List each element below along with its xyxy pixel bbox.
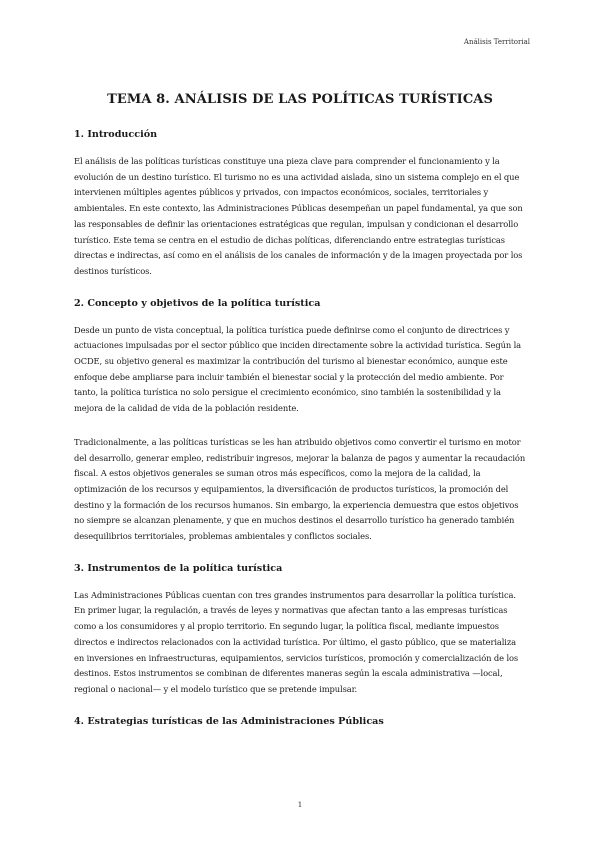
section-heading: 4. Estrategias turísticas de las Administraciones Públicas xyxy=(74,715,384,727)
section-heading: 3. Instrumentos de la política turística xyxy=(74,562,283,574)
paragraph: Tradicionalmente, a las políticas turísticas se les han atribuido objetivos como convertir el turismo en motor del desarrollo, generar empleo, redistribuir ingresos, mejorar la balanza de pagos y aumentar la recaudación fiscal. A estos objetivos generales se suman otros más específicos, como la mejora de la calidad, la optimización de los recursos y equipamientos, la diversificación de productos turísticos, la promoción del destino y la formación de los recursos humanos. Sin embargo, la experiencia demuestra que estos objetivos no siempre se alcanzan plenamente, y que en muchos destinos el desarrollo turístico ha generado también desequilibrios territoriales, problemas ambientales y conflictos sociales. xyxy=(74,436,526,542)
section-heading: 1. Introducción xyxy=(74,129,158,140)
section-introduccion xyxy=(74,129,526,280)
section-heading: 2. Concepto y objetivos de la política turística xyxy=(74,297,321,309)
running-header: Análisis Territorial xyxy=(463,38,530,46)
document-title: TEMA 8. ANÁLISIS DE LAS POLÍTICAS TURÍSTICAS xyxy=(107,92,493,107)
paragraph: Desde un punto de vista conceptual, la política turística puede definirse como el conjunto de directrices y actuaciones impulsadas por el sector público que inciden directamente sobre la actividad turística. Según la OCDE, su objetivo general es maximizar la contribución del turismo al bienestar económico, aunque este enfoque debe ampliarse para incluir también el bienestar social y la protección del medio ambiente. Por tanto, la política turística no solo persigue el crecimiento económico, sino también la sostenibilidad y la mejora de la calidad de vida de la población residente. xyxy=(74,324,522,414)
document-body xyxy=(74,92,526,741)
page-number: 1 xyxy=(297,800,303,809)
paragraph: Las Administraciones Públicas cuentan con tres grandes instrumentos para desarrollar la política turística. En primer lugar, la regulación, a través de leyes y normativas que afectan tanto a las empresas turísticas como a los consumidores y al propio territorio. En segundo lugar, la política fiscal, mediante impuestos directos e indirectos relacionados con la actividad turística. Por último, el gasto público, que se materializa en inversiones en infraestructuras, equipamientos, servicios turísticos, promoción y comercialización de los destinos. Estos instrumentos se combinan de diferentes maneras según la escala administrativa —local, regional o nacional— y el modelo turístico que se pretende impulsar. xyxy=(74,589,519,694)
section-concepto-objetivos xyxy=(74,298,526,545)
section-instrumentos xyxy=(74,563,526,698)
section-estrategias xyxy=(74,716,526,727)
paragraph: El análisis de las políticas turísticas constituye una pieza clave para comprender el funcionamiento y la evolución de un destino turístico. El turismo no es una actividad aislada, sino un sistema complejo en el que intervienen múltiples agentes públicos y privados, con impactos económicos, sociales, territoriales y ambientales. En este contexto, las Administraciones Públicas desempeñan un papel fundamental, ya que son las responsables de definir las orientaciones estratégicas que regulan, impulsan y condicionan el desarrollo turístico. Este tema se centra en el estudio de dichas políticas, diferenciando entre estrategias turísticas directas e indirectas, así como en el análisis de los canales de información y de la imagen proyectada por los destinos turísticos. xyxy=(74,156,523,276)
